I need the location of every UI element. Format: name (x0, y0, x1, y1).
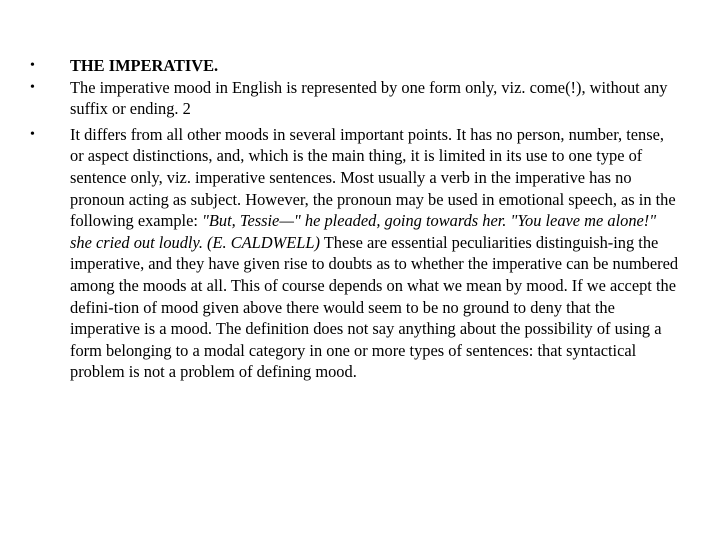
definition-text: The imperative mood in English is represented by one form only, viz. come(!), without any suffix or ending. 2 (70, 77, 668, 119)
example-quote: "But, Tessie—" he pleaded, going towards her. "You leave me alone!" she cried out loudly. (E. CALDWELL) (70, 211, 657, 252)
bullet-item-explanation (30, 124, 680, 383)
bullet-item-title (30, 55, 680, 77)
bullet-icon: • (30, 126, 35, 142)
bullet-icon: • (30, 79, 35, 95)
bullet-icon: • (30, 58, 35, 73)
explanation-text-end: These are essential peculiarities distinguish-ing the imperative, and they have given rise to doubts as to whether the imperative can be numbered among the moods at all. This of course depends on what we mean by mood. If we accept the defini-tion of mood given above there would seem to be no ground to deny that the imperative is a mood. The definition does not say anything about the possibility of using a form belonging to a modal category in one or more types of sentences: that syntactical problem is not a problem of defining mood. (70, 232, 679, 382)
bullet-item-definition (30, 77, 680, 120)
bullet-list (30, 55, 680, 383)
slide-title: THE IMPERATIVE. (70, 56, 219, 75)
explanation-text-start: It differs from all other moods in several important points. It has no person, number, tense, or aspect distinctions, and, which is the main thing, it is limited in its use to one type of sentence only, viz. imperative sentences. Most usually a verb in the imperative has no pronoun acting as subject. However, the pronoun may be used in emotional speech, as in the following example: (70, 124, 676, 231)
